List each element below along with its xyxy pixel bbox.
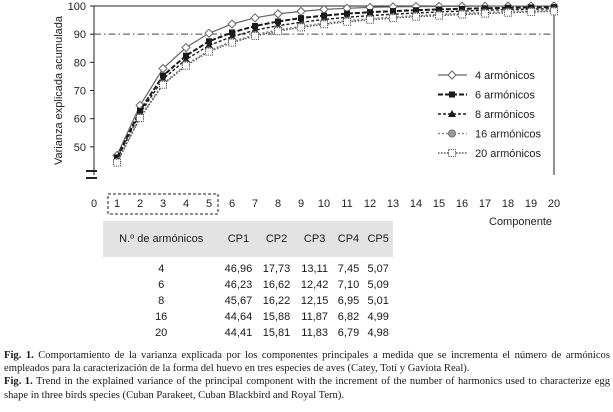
header-cp2: CP2 — [257, 221, 295, 257]
y-axis-title: Varianza explicada acumulada — [53, 16, 65, 165]
data-point — [205, 29, 213, 37]
table-cell: 6 — [158, 279, 165, 291]
x-tick-label: 5 — [205, 198, 213, 210]
x-tick-label: 7 — [251, 198, 259, 210]
caption-text-es: Comportamiento de la varianza explicada por los componentes principales a medida que se incrementa el número de armónicos empleados para la caracterización de la forma del huevo en tres especies de aves (Catey, Totí y Gaviota Real). — [4, 350, 610, 375]
legend-marker — [448, 130, 455, 137]
table-cell: 20 — [155, 327, 168, 339]
table-cell: 4 — [158, 263, 165, 275]
table-cell: 17,73 — [262, 263, 291, 275]
data-point — [436, 12, 443, 19]
series-4 — [113, 7, 557, 166]
caption-label-en: Fig. 1. — [4, 376, 33, 388]
data-point — [274, 10, 282, 18]
table-cell: 5,07 — [367, 263, 389, 275]
y-tick-label: 60 — [73, 113, 86, 126]
table-cell: 6,82 — [337, 311, 360, 323]
x-tick-label: 3 — [159, 198, 167, 210]
legend-marker — [448, 71, 456, 79]
data-point — [297, 7, 305, 15]
x-tick-label: 18 — [501, 198, 515, 210]
table-row — [103, 325, 393, 341]
table-cell: 46,23 — [224, 279, 253, 291]
table-cell: 7,10 — [337, 279, 360, 291]
y-tick-label: 70 — [73, 85, 86, 98]
x-tick-label: 9 — [297, 198, 305, 210]
table-cell: 44,64 — [224, 311, 253, 323]
table-cell: 45,67 — [224, 295, 253, 307]
legend-label: 4 armónicos — [475, 70, 535, 82]
data-point — [459, 11, 466, 18]
table-cell: 12,15 — [300, 295, 329, 307]
table-cell: 15,81 — [262, 327, 291, 339]
data-point — [114, 159, 121, 166]
figure-caption — [4, 349, 610, 402]
table-cell: 11,83 — [301, 327, 328, 339]
x-tick-label: 8 — [274, 198, 282, 210]
table-cell: 6,95 — [337, 295, 360, 307]
data-point — [251, 14, 259, 22]
caption-label-es: Fig. 1. — [4, 350, 34, 361]
caption-spanish — [4, 349, 610, 375]
data-point — [206, 48, 213, 55]
table-cell: 46,96 — [224, 263, 253, 275]
data-point — [482, 10, 489, 17]
table-row — [103, 277, 393, 293]
data-point — [528, 8, 535, 15]
table-cell: 8 — [158, 295, 165, 307]
data-point — [413, 13, 420, 20]
data-point — [183, 62, 190, 69]
table-cell: 13,11 — [301, 263, 328, 275]
x-tick-label: 13 — [386, 198, 400, 210]
table-cell: 12,42 — [300, 279, 329, 291]
y-tick-label: 90 — [73, 29, 86, 42]
y-tick-label: 50 — [73, 141, 86, 154]
table-row — [103, 257, 393, 277]
x-tick-label: 15 — [432, 198, 446, 210]
header-cp5: CP5 — [363, 221, 393, 257]
x-tick-label: 10 — [317, 198, 331, 210]
data-point — [505, 9, 512, 16]
caption-text-en: Trend in the explained variance of the principal component with the increment of the number of harmonics used to characterize egg shape in three birds species (Cuban Parakeet, Cuban Blackbird and Royal Tern). — [4, 376, 610, 401]
x-tick-label: 0 — [90, 198, 98, 210]
x-tick-label: 4 — [182, 198, 190, 210]
table-row — [103, 309, 393, 325]
table-cell: 5,09 — [367, 279, 389, 291]
table-cell: 5,01 — [367, 295, 389, 307]
x-tick-label: 11 — [341, 198, 353, 210]
table-cell: 44,41 — [224, 327, 253, 339]
table-cell: 15,88 — [262, 311, 291, 323]
legend-label: 16 armónicos — [475, 128, 542, 141]
caption-english — [4, 375, 610, 401]
chart-series — [113, 2, 558, 166]
principal-components-table — [103, 221, 393, 341]
data-point — [137, 115, 144, 122]
chart-legend — [438, 70, 542, 160]
data-point — [320, 5, 328, 13]
x-tick-label: 19 — [524, 198, 538, 210]
x-tick-label: 16 — [455, 198, 469, 210]
x-tick-label: 14 — [409, 198, 423, 210]
table-cell: 16,22 — [262, 295, 291, 307]
table-cell: 16 — [155, 311, 168, 323]
y-tick-label: 100 — [67, 1, 86, 13]
x-axis-title: Componente — [489, 216, 552, 228]
data-point — [390, 15, 397, 22]
table-cell: 7,45 — [337, 263, 360, 275]
table-cell: 16,62 — [262, 279, 291, 291]
y-tick-label: 80 — [73, 57, 86, 70]
table-row — [103, 293, 393, 309]
legend-label: 6 armónicos — [475, 89, 535, 102]
data-point — [321, 21, 328, 28]
header-cp1: CP1 — [219, 221, 257, 257]
data-point — [344, 18, 351, 25]
legend-label: 20 armónicos — [475, 148, 542, 160]
x-tick-label: 2 — [136, 198, 144, 210]
x-tick-label: 6 — [228, 198, 236, 210]
x-tick-label: 12 — [363, 198, 377, 210]
header-cp4: CP4 — [334, 221, 364, 257]
table-cell: 4,99 — [367, 311, 389, 323]
table-cell: 6,79 — [337, 327, 360, 339]
x-tick-label: 20 — [547, 198, 561, 210]
data-point — [298, 24, 305, 31]
header-harmonics: N.º de armónicos — [103, 221, 219, 257]
x-tick-label: 17 — [478, 198, 492, 210]
table-header-row — [103, 221, 393, 257]
series-5 — [114, 8, 558, 166]
data-point — [275, 28, 282, 35]
data-point — [367, 16, 374, 23]
data-point — [252, 32, 259, 39]
legend-marker — [449, 92, 455, 98]
data-point — [160, 81, 167, 88]
header-cp3: CP3 — [296, 221, 334, 257]
table-cell: 11,87 — [301, 311, 328, 323]
data-point — [229, 39, 236, 46]
x-tick-label: 1 — [113, 198, 121, 210]
table-cell: 4,98 — [367, 327, 389, 339]
data-point — [551, 8, 558, 15]
legend-label: 8 armónicos — [475, 109, 535, 121]
data-point — [228, 20, 236, 28]
legend-marker — [449, 150, 456, 157]
